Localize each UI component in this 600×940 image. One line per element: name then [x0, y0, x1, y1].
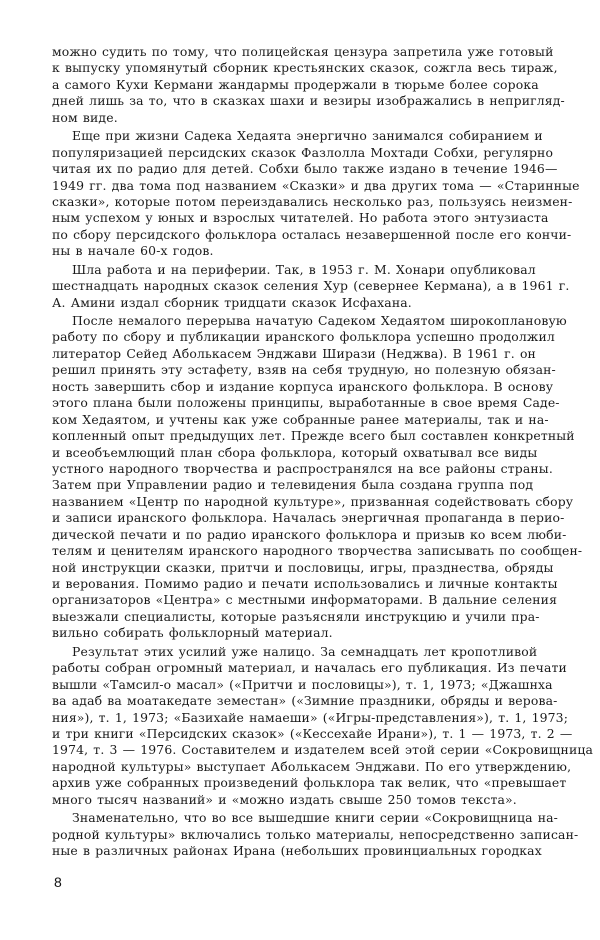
- text-line: вышли «Тамсил-о масал» («Притчи и пословицы»), т. 1, 1973; «Джашнха: [52, 676, 553, 692]
- text-line: ность завершить сбор и издание корпуса иранского фольклора. В основу: [52, 378, 554, 394]
- paragraph: [52, 643, 594, 808]
- text-line: 1949 гг. два тома под названием «Сказки» и два других тома — «Старинные: [52, 177, 580, 193]
- text-line: названием «Центр по народной культуре», призванная содействовать сбору: [52, 493, 574, 509]
- text-line: дической печати и по радио иранского фольклора и призыв ко всем люби-: [52, 526, 567, 542]
- text-line: вильно собирать фольклорный материал.: [52, 625, 333, 641]
- text-line: ные в различных районах Ирана (небольших провинциальных городках: [52, 843, 542, 858]
- text-line: выезжали специалисты, которые разъясняли инструкцию и учили пра-: [52, 608, 540, 624]
- text-line: После немалого перерыва начатую Садеком Хедаятом широкоплановую: [72, 313, 567, 328]
- text-line: А. Амини издал сборник тридцати сказок Исфахана.: [52, 294, 412, 310]
- text-line: организаторов «Центра» с местными информаторами. В дальние селения: [52, 592, 558, 608]
- text-line: ва адаб ва моатакедате земестан» («Зимние праздники, обряды и верова-: [52, 693, 558, 709]
- text-line: сказки», которые потом переиздавались несколько раз, пользуясь неизмен-: [52, 193, 573, 209]
- text-line: популяризацией персидских сказок Фазлолла Мохтади Собхи, регулярно: [52, 144, 554, 160]
- page-number: 8: [54, 874, 62, 890]
- text-line: литератор Сейед Аболькасем Энджави Ширази (Неджва). В 1961 г. он: [52, 345, 536, 361]
- text-line: и три книги «Персидских сказок» («Кессехайе Ирани»), т. 1 — 1973, т. 2 —: [52, 725, 573, 741]
- text-line: Затем при Управлении радио и телевидения была создана группа под: [52, 477, 534, 493]
- text-line: ной инструкции сказки, притчи и пословицы, игры, празднества, обряды: [52, 559, 554, 575]
- text-line: много тысяч названий» и «можно издать свыше 250 томов текста».: [52, 791, 517, 807]
- text-line: Еще при жизни Садека Хедаята энергично занимался собиранием и: [72, 128, 543, 144]
- text-line: ным успехом у юных и взрослых читателей. Но работа этого энтузиаста: [52, 210, 549, 226]
- text-line: Шла работа и на периферии. Так, в 1953 г. М. Хонари опубликовал: [72, 261, 536, 277]
- text-line: решил принять эту эстафету, взяв на себя трудную, но полезную обязан-: [52, 362, 556, 378]
- text-line: копленный опыт предыдущих лет. Прежде всего был составлен конкретный: [52, 428, 575, 444]
- text-line: можно судить по тому, что полицейская цензура запретила уже готовый: [52, 44, 554, 59]
- text-line: 1974, т. 3 — 1976. Составителем и издателем всей этой серии «Сокровищница: [52, 742, 594, 758]
- paragraph: [52, 128, 580, 260]
- text-line: читая их по радио для детей. Собхи было также издано в течение 1946—: [52, 161, 558, 177]
- text-line: ном виде.: [52, 109, 118, 125]
- paragraph: [52, 313, 583, 642]
- text-line: народной культуры» выступает Аболькасем Энджави. По его утверждению,: [52, 758, 572, 774]
- paragraph: [52, 44, 565, 126]
- text-line: устного народного творчества и распространялся на все районы страны.: [52, 460, 553, 476]
- text-line: этого плана были положены принципы, выработанные в свое время Саде-: [52, 395, 560, 411]
- text-line: ны в начале 60-х годов.: [52, 243, 214, 259]
- text-line: и записи иранского фольклора. Началась энергичная пропаганда в перио-: [52, 510, 565, 526]
- text-line: ком Хедаятом, и учтены как уже собранные ранее материалы, так и на-: [52, 411, 549, 427]
- text-line: работы собран огромный материал, и началась его публикация. Из печати: [52, 660, 567, 676]
- text-line: Знаменательно, что во все вышедшие книги серии «Сокровищница на-: [72, 810, 559, 826]
- text-line: родной культуры» включались только материалы, непосредственно записан-: [52, 826, 579, 842]
- text-line: телям и ценителям иранского народного творчества записывать по сообщен-: [52, 543, 583, 559]
- text-line: Результат этих усилий уже налицо. За семнадцать лет кропотливой: [72, 643, 538, 659]
- text-line: архив уже собранных произведений фольклора так велик, что «превышает: [52, 775, 567, 791]
- text-line: а самого Кухи Кермани жандармы продержали в тюрьме более сорока: [52, 76, 539, 92]
- text-line: по сбору персидского фольклора осталась незавершенной после его кончи-: [52, 226, 572, 242]
- text-line: и всеобъемлющий план сбора фольклора, который охватывал все виды: [52, 444, 538, 460]
- page-body: [52, 44, 594, 859]
- text-line: шестнадцать народных сказок селения Хур (севернее Кермана), а в 1961 г.: [52, 278, 570, 294]
- text-line: работу по сбору и публикации иранского фольклора успешно продолжил: [52, 329, 555, 345]
- text-line: дней лишь за то, что в сказках шахи и везиры изображались в непригляд-: [52, 93, 565, 109]
- text-line: ния»), т. 1, 1973; «Базихайе намаеши» («Игры-представления»), т. 1, 1973;: [52, 709, 569, 725]
- paragraph: [52, 810, 579, 859]
- paragraph: [52, 261, 570, 311]
- text-line: к выпуску упомянутый сборник крестьянских сказок, сожгла весь тираж,: [52, 60, 558, 76]
- text-line: и верования. Помимо радио и печати использовались и личные контакты: [52, 576, 558, 591]
